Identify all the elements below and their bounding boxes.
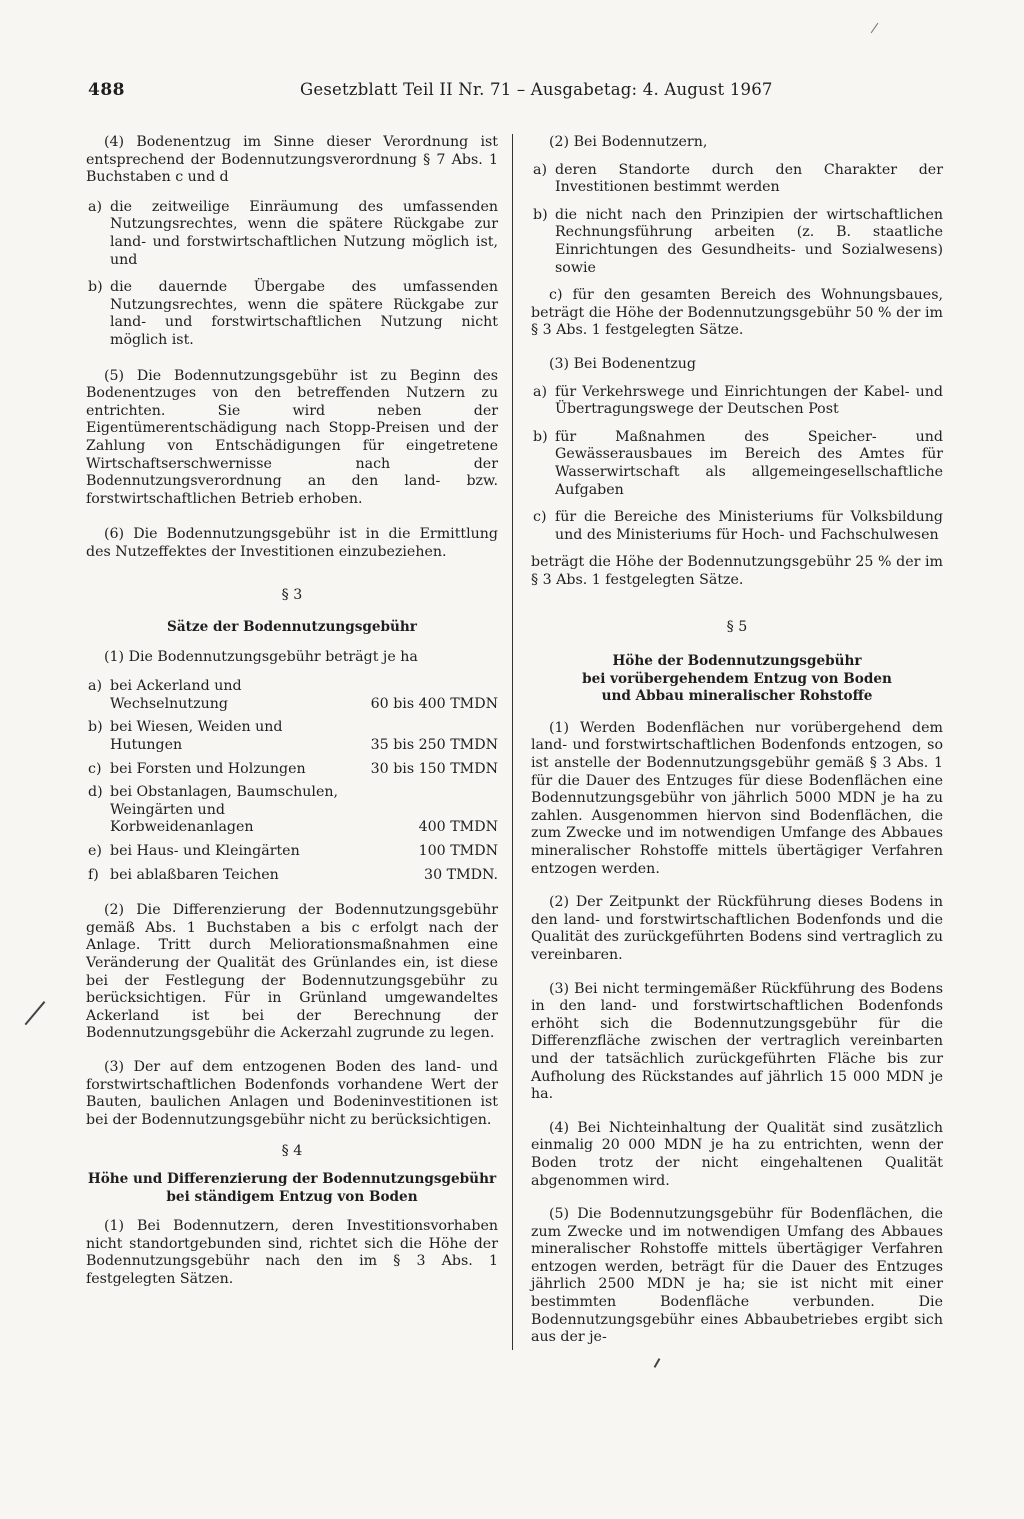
page-number: 488 <box>88 80 125 100</box>
list-text: die dauernde Übergabe des umfassenden Nutzungsrechtes, wenn die spätere Rückgabe zur land- und forstwirtschaftlichen Nutzung nicht möglich ist. <box>110 279 498 348</box>
list-label: c) <box>88 760 102 777</box>
list-label: b) <box>533 428 548 445</box>
list-item <box>86 199 498 269</box>
rate-name: bei Ackerland und Wechselnutzung <box>110 678 242 712</box>
column-divider <box>512 134 513 1350</box>
rate-row <box>86 867 498 885</box>
rate-name: bei Wiesen, Weiden und Hutungen <box>110 719 283 754</box>
ink-mark <box>654 1358 661 1368</box>
section-title: Sätze der Bodennutzungsgebühr <box>167 619 417 636</box>
paragraph: (2) Bei Bodennutzern, <box>549 134 708 150</box>
section-title: bei vorübergehendem Entzug von Boden <box>582 670 892 687</box>
rate-name: bei ablaßbaren Teichen <box>110 866 279 883</box>
paragraph: (4) Bodenentzug im Sinne dieser Verordnung ist entsprechend der Bodennutzungsverordnung § 7 Abs. 1 Buchstaben c und d <box>86 134 498 186</box>
section-number: § 4 <box>281 1143 303 1160</box>
list-item <box>531 384 943 419</box>
rate-row <box>86 784 498 837</box>
rate-value: 30 TMDN. <box>424 866 498 883</box>
list-text: für Verkehrswege und Einrichtungen der Kabel- und Übertragungswege der Deutschen Post <box>555 383 943 418</box>
list-label: a) <box>88 678 102 695</box>
list-label: e) <box>88 843 102 859</box>
rate-value: 100 TMDN <box>418 843 498 859</box>
paragraph: (4) Bei Nichteinhaltung der Qualität sind zusätzlich einmalig 20 000 MDN je ha zu entrichten, wenn der Boden trotz der nicht eingehaltenen Qualität abgenommen wird. <box>531 1119 943 1189</box>
paragraph: (6) Die Bodennutzungsgebühr ist in die Ermittlung des Nutzeffektes der Investitionen einzubeziehen. <box>86 526 498 560</box>
list-label: b) <box>88 719 103 736</box>
list-label: a) <box>88 198 102 215</box>
right-column <box>531 134 943 1359</box>
rate-name: bei Obstanlagen, Baumschulen, Weingärten und Korbweidenanlagen <box>110 784 339 836</box>
paragraph: (1) Werden Bodenflächen nur vorübergehend dem land- und forstwirtschaftlichen Bodenfonds entzogen, so ist anstelle der Bodennutzungsgebühr gemäß § 3 Abs. 1 für die Dauer des Entzuges für diese Bodenflächen eine Bodennutzungsgebühr von jährlich 5000 MDN je ha zu zahlen. Ausgenommen hiervon sind Bodenflächen, die zum Zwecke und im notwendigen Umfange des Abbaues mineralischer Rohstoffe mittels übertägiger Verfahren entzogen werden. <box>531 719 943 877</box>
section-number: § 3 <box>281 587 303 604</box>
page-header <box>88 78 948 108</box>
paragraph: (5) Die Bodennutzungsgebühr ist zu Beginn des Bodenentzuges von den betreffenden Nutzern zu entrichten. Sie wird neben der Eigentümerentschädigung nach Stopp-Preisen und der Zahlung von Entschädigungen für eingetretene Wirtschaftserschwernisse nach der Bodennutzungsverordnung an den land- bzw. forstwirtschaftlichen Betrieb erhoben. <box>86 367 498 507</box>
rate-name: bei Forsten und Holzungen <box>110 760 306 777</box>
list-item <box>531 207 943 277</box>
list-item <box>531 162 943 197</box>
paragraph: (1) Bei Bodennutzern, deren Investitionsvorhaben nicht standortgebunden sind, richtet sich die Höhe der Bodennutzungsgebühr nach den im § 3 Abs. 1 festgelegten Sätzen. <box>86 1218 498 1287</box>
paragraph: (5) Die Bodennutzungsgebühr für Bodenflächen, die zum Zwecke und im notwendigen Umfang des Abbaues mineralischer Rohstoffe mittels übertägiger Verfahren entzogen werden, beträgt für die Dauer des Entzuges jährlich 2500 MDN je ha; sie ist nicht mit einer bestimmten Bodenfläche verbunden. Die Bodennutzungsgebühr eines Abbaubetriebes ergibt sich aus der je- <box>531 1206 943 1346</box>
list-label: b) <box>88 279 103 296</box>
list-label: f) <box>88 866 99 883</box>
rate-value: 60 bis 400 TMDN <box>370 695 498 712</box>
section-title: Höhe der Bodennutzungsgebühr <box>612 653 862 670</box>
rate-row <box>86 678 498 713</box>
list-text: deren Standorte durch den Charakter der Investitionen bestimmt werden <box>555 161 943 196</box>
list-label: b) <box>533 206 548 223</box>
list-text: die nicht nach den Prinzipien der wirtschaftlichen Rechnungsführung arbeiten (z. B. staatliche Einrichtungen des Gesundheits- und Sozialwesens) sowie <box>555 206 943 276</box>
rate-value: 35 bis 250 TMDN <box>370 737 498 754</box>
header-title: Gesetzblatt Teil II Nr. 71 – Ausgabetag: 4. August 1967 <box>300 80 773 99</box>
list-item <box>531 429 943 499</box>
margin-pencil-mark <box>871 23 879 33</box>
left-column <box>86 134 498 1300</box>
paragraph: (3) Bei Bodenentzug <box>549 355 696 372</box>
rate-row <box>86 761 498 779</box>
paragraph: c) für den gesamten Bereich des Wohnungsbaues, beträgt die Höhe der Bodennutzungsgebühr 50 % der im § 3 Abs. 1 festgelegten Sätze. <box>531 287 943 339</box>
paragraph: (3) Der auf dem entzogenen Boden des land- und forstwirtschaftlichen Bodenfonds vorhandene Wert der Bauten, baulichen Anlagen und Bodeninvestitionen ist bei der Bodennutzungsgebühr nicht zu berücksichtigen. <box>86 1058 498 1128</box>
paragraph: (1) Die Bodennutzungsgebühr beträgt je ha <box>104 648 418 665</box>
paragraph: (2) Der Zeitpunkt der Rückführung dieses Bodens in den land- und forstwirtschaftlichen Bodenfonds und die Qualität des zurückgeführten Bodens sind vertraglich zu vereinbaren. <box>531 894 943 963</box>
rate-row <box>86 843 498 861</box>
list-label: a) <box>533 383 547 400</box>
rate-value: 400 TMDN <box>418 819 498 836</box>
list-text: die zeitweilige Einräumung des umfassenden Nutzungsrechtes, wenn die spätere Rückgabe zur land- und forstwirtschaftlichen Nutzung möglich ist, und <box>110 198 498 268</box>
rate-name: bei Haus- und Kleingärten <box>110 843 300 859</box>
list-text: für Maßnahmen des Speicher- und Gewässerausbaues im Bereich des Amtes für Wasserwirtschaft als allgemeingesellschaftliche Aufgaben <box>555 428 943 498</box>
rate-row <box>86 719 498 754</box>
paragraph: beträgt die Höhe der Bodennutzungsgebühr 25 % der im § 3 Abs. 1 festgelegten Sätze. <box>531 554 943 588</box>
paragraph: (2) Die Differenzierung der Bodennutzungsgebühr gemäß Abs. 1 Buchstaben a bis c erfolgt nach der Anlage. Tritt durch Meliorationsmaßnahmen eine Veränderung der Qualität des Grünlandes ein, ist diese bei der Festlegung der Bodennutzungsgebühr zu berücksichtigen. Für in Grünland umgewandeltes Ackerland ist bei der Berechnung der Bodennutzungsgebühr die Ackerzahl zugrunde zu legen. <box>86 902 498 1042</box>
rate-value: 30 bis 150 TMDN <box>370 760 498 777</box>
section-title: bei ständigem Entzug von Boden <box>166 1188 418 1205</box>
section-title: Höhe und Differenzierung der Bodennutzungsgebühr <box>87 1170 497 1187</box>
list-label: c) <box>533 509 547 526</box>
section-title: und Abbau mineralischer Rohstoffe <box>601 688 873 705</box>
list-item <box>531 509 943 544</box>
margin-pencil-mark <box>25 1001 45 1025</box>
paragraph: (3) Bei nicht termingemäßer Rückführung des Bodens in den land- und forstwirtschaftlichen Bodenfonds erhöht sich die Bodennutzungsgebühr für die Differenzfläche zwischen der vertraglich vereinbarten und der tatsächlich zurückgeführten Fläche bis zur Aufholung des Rückstandes auf jährlich 15 000 MDN je ha. <box>531 980 943 1103</box>
list-label: a) <box>533 161 547 178</box>
section-number: § 5 <box>726 619 748 636</box>
list-text: für die Bereiche des Ministeriums für Volksbildung und des Ministeriums für Hoch- und Fachschulwesen <box>555 509 943 543</box>
list-label: d) <box>88 784 103 801</box>
list-item <box>86 279 498 349</box>
